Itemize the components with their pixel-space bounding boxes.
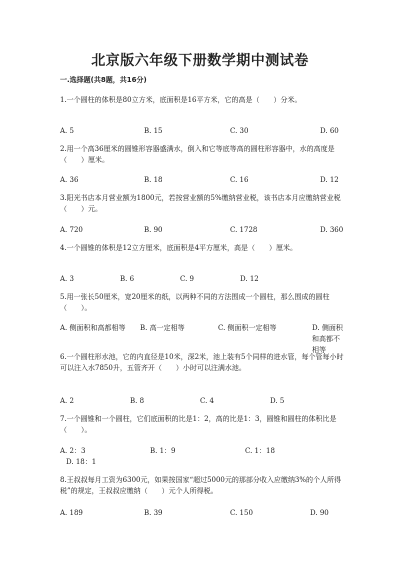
- option-a: A. 侧面积和高都相等: [60, 324, 126, 332]
- option-d: D. 60: [320, 127, 339, 135]
- section-heading: 一.选择题(共8题，共16分): [60, 76, 147, 84]
- option-d: D. 90: [310, 509, 329, 517]
- option-d: D. 18：1: [66, 458, 97, 466]
- option-d: D. 12: [320, 176, 339, 184]
- option-b: B. 39: [144, 509, 163, 517]
- option-a: A. 720: [60, 226, 83, 234]
- option-c: C. 4: [200, 397, 215, 405]
- option-c: C. 150: [230, 509, 253, 517]
- option-c: C. 9: [180, 275, 195, 283]
- option-c: C. 1：18: [245, 447, 275, 455]
- option-a: A. 3: [60, 275, 74, 283]
- question-7-options: [60, 446, 344, 468]
- option-a: A. 2：3: [60, 447, 86, 455]
- option-d: D. 360: [320, 226, 344, 234]
- option-b: B. 6: [120, 275, 135, 283]
- question-4: 4.一个圆锥的体积是12立方厘米，底面积是4平方厘米，高是（ ）厘米。: [60, 244, 298, 252]
- question-6: 6.一个圆柱形水池，它的内直径是10米，深2米，池上装有5个同样的进水管，每个管每小时可以注入水7850升，五管齐开（ ）小时可以注满水池。: [60, 353, 344, 372]
- option-d: D. 5: [270, 397, 285, 405]
- question-5: 5.用一张长50厘米，宽20厘米的纸，以两种不同的方法围成一个圆柱，那么围成的圆柱（ ）。: [60, 293, 330, 312]
- option-c: C. 侧面积一定相等: [218, 324, 277, 332]
- option-c: C. 1728: [230, 226, 258, 234]
- question-2: 2.用一个高36厘米的圆锥形容器盛满水，倒入和它等底等高的圆柱形容器中，水的高度是（ ）厘米。: [60, 145, 335, 164]
- option-b: B. 90: [144, 226, 163, 234]
- option-d: D. 12: [240, 275, 259, 283]
- option-b: B. 1：9: [150, 447, 176, 455]
- option-a: A. 5: [60, 127, 74, 135]
- option-c: C. 16: [230, 176, 249, 184]
- option-b: B. 8: [130, 397, 145, 405]
- option-b: B. 15: [144, 127, 163, 135]
- page-title: 北京版六年级下册数学期中测试卷: [91, 53, 309, 69]
- option-d: D. 侧面积和高都不相等: [312, 324, 343, 354]
- question-8: 8.王叔叔每月工资为6300元，如果按国家“超过5000元的那部分收入应缴纳3%的个人所得税”的规定，王叔叔应缴纳（ ）元个人所得税。: [60, 476, 341, 495]
- option-c: C. 30: [230, 127, 249, 135]
- question-5-options: [60, 323, 344, 354]
- option-a: A. 36: [60, 176, 79, 184]
- option-b: B. 18: [144, 176, 163, 184]
- option-b: B. 高一定相等: [140, 324, 185, 332]
- option-a: A. 189: [60, 509, 83, 517]
- question-1: 1.一个圆柱的体积是80立方米，底面积是16平方米，它的高是（ ）分米。: [60, 96, 302, 104]
- question-3: 3.阳光书店本月营业额为1800元，若按营业额的5%缴纳营业税，该书店本月应缴纳营业税（ ）元。: [60, 194, 341, 213]
- option-a: A. 2: [60, 397, 74, 405]
- question-7: 7.一个圆锥和一个圆柱，它们底面积的比是1：2，高的比是1：3，圆锥和圆柱的体积比是（ ）。: [60, 415, 337, 434]
